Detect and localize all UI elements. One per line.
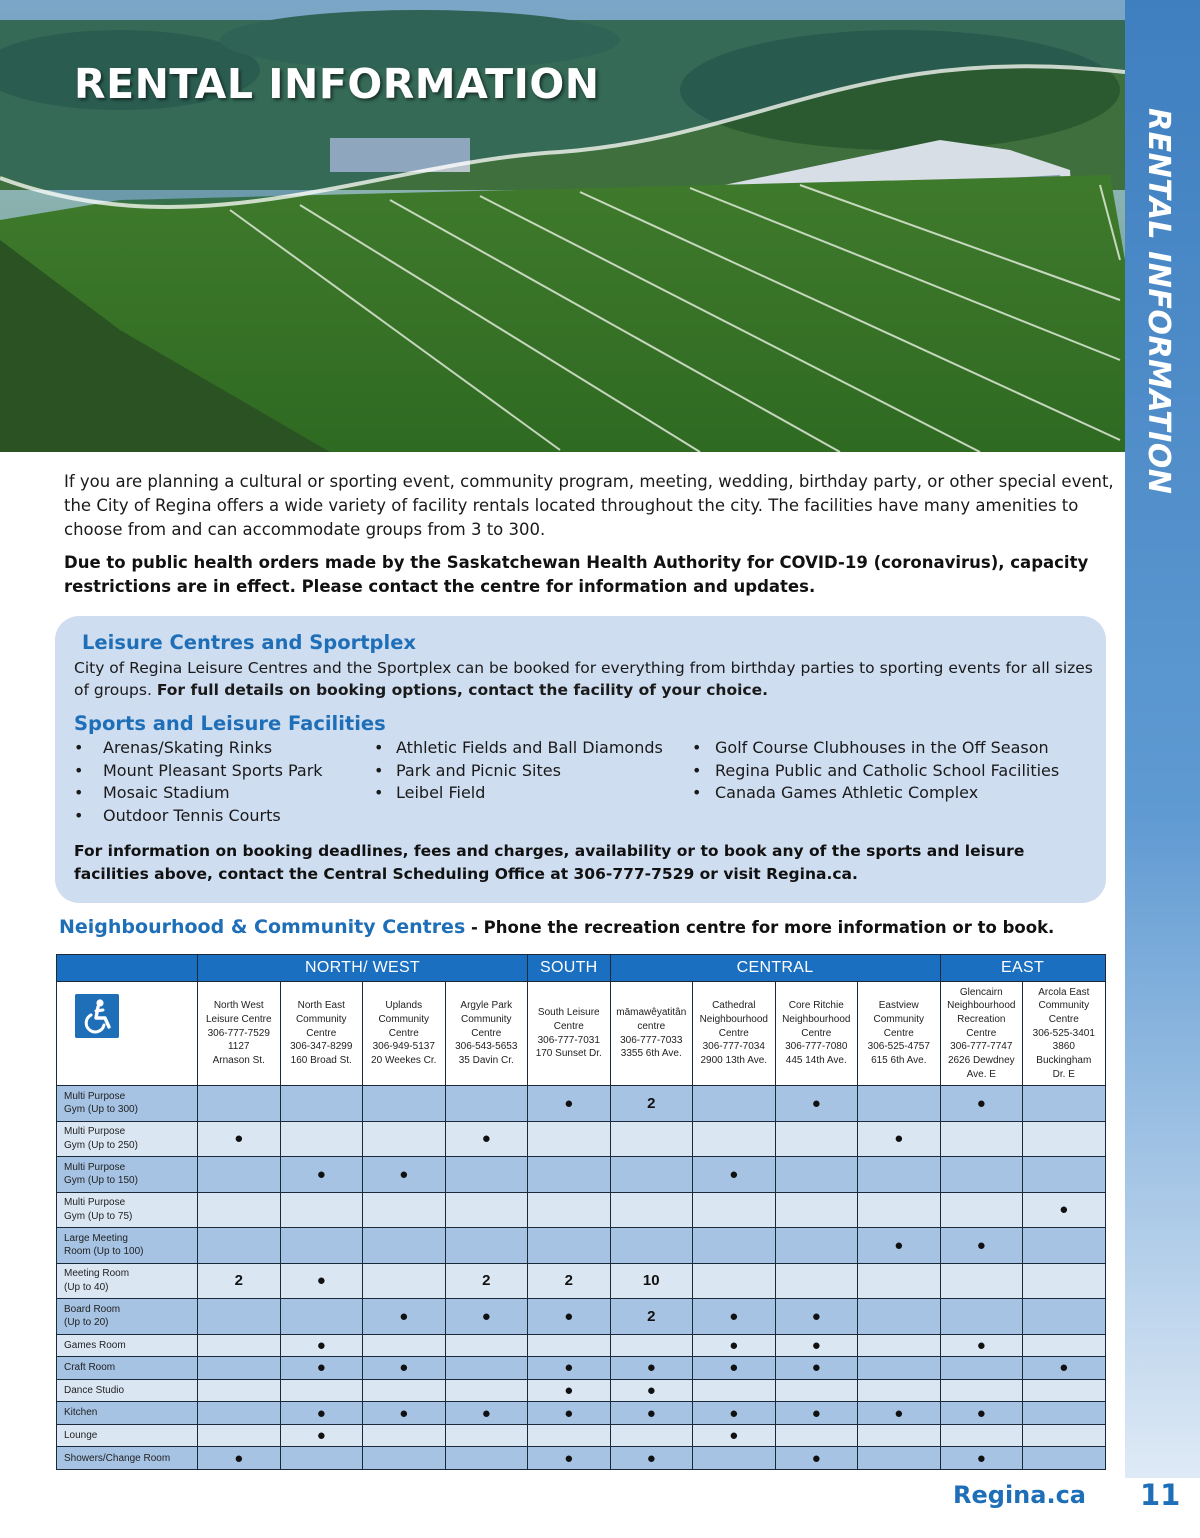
region-blank-cell: [57, 955, 198, 982]
empty-cell: [1023, 1157, 1106, 1193]
centre-info-line: North East: [297, 1000, 345, 1012]
table-row: [57, 1157, 1106, 1193]
availability-dot: ●: [280, 1157, 363, 1193]
empty-cell: [445, 1228, 528, 1264]
empty-cell: [610, 1192, 693, 1228]
empty-cell: [445, 1424, 528, 1447]
room-type-label-line: Showers/Change Room: [64, 1452, 171, 1464]
room-count: 2: [528, 1263, 611, 1299]
centre-info-line: Centre: [966, 1027, 997, 1039]
centre-info-line: Neighbourhood: [699, 1013, 768, 1025]
centre-info-line: 20 Weekes Cr.: [371, 1055, 437, 1067]
leisure-text: [74, 657, 1099, 701]
centre-info-line: 306-525-3401: [1032, 1027, 1095, 1039]
centre-info-line: 35 Davin Cr.: [458, 1055, 514, 1067]
empty-cell: [363, 1121, 446, 1157]
room-type-label-line: Meeting Room: [64, 1268, 130, 1280]
empty-cell: [198, 1334, 281, 1357]
empty-cell: [1023, 1086, 1106, 1122]
empty-cell: [693, 1121, 776, 1157]
centre-info-line: Buckingham: [1036, 1055, 1092, 1067]
availability-dot: ●: [528, 1357, 611, 1380]
empty-cell: [858, 1192, 941, 1228]
empty-cell: [693, 1192, 776, 1228]
centre-info-line: 306-777-7080: [785, 1041, 848, 1053]
centre-info-line: Recreation: [957, 1013, 1006, 1025]
room-count: 2: [610, 1299, 693, 1335]
leisure-text-main: City of Regina Leisure Centres and the Sportplex can be booked for everything from birthday parties to sporting events for all sizes of groups.: [74, 659, 1093, 699]
room-type-label-line: Room (Up to 100): [64, 1246, 144, 1258]
empty-cell: [528, 1334, 611, 1357]
empty-cell: [280, 1299, 363, 1335]
empty-cell: [1023, 1334, 1106, 1357]
empty-cell: [693, 1379, 776, 1402]
facilities-list-col3: [692, 737, 1059, 805]
availability-dot: ●: [280, 1424, 363, 1447]
facility-item: • Leibel Field: [374, 782, 663, 805]
availability-dot: ●: [858, 1402, 941, 1425]
availability-dot: ●: [693, 1299, 776, 1335]
facility-item: • Golf Course Clubhouses in the Off Season: [692, 737, 1059, 760]
centre-info: [445, 982, 528, 1086]
centre-info-line: Centre: [801, 1027, 832, 1039]
centre-info-row: [57, 982, 1106, 1086]
empty-cell: [940, 1424, 1023, 1447]
room-type-label-line: Board Room: [64, 1303, 121, 1315]
page-title: RENTAL INFORMATION: [74, 60, 600, 108]
empty-cell: [363, 1228, 446, 1264]
availability-dot: ●: [940, 1402, 1023, 1425]
centre-info-line: 2626 Dewdney: [947, 1055, 1015, 1067]
room-type-label-line: Gym (Up to 150): [64, 1175, 138, 1187]
empty-cell: [363, 1447, 446, 1470]
centre-info-line: 160 Broad St.: [290, 1055, 352, 1067]
centre-info-line: South Leisure: [537, 1007, 600, 1019]
centre-info-line: Leisure Centre: [205, 1013, 272, 1025]
room-type-label: [57, 1379, 198, 1402]
availability-dot: ●: [858, 1121, 941, 1157]
region-header-row: [57, 955, 1106, 982]
availability-dot: ●: [693, 1157, 776, 1193]
empty-cell: [775, 1121, 858, 1157]
centre-info-line: Glencairn: [959, 986, 1003, 998]
centre-info-line: Neighbourhood: [782, 1013, 851, 1025]
empty-cell: [363, 1086, 446, 1122]
empty-cell: [445, 1379, 528, 1402]
centre-info-line: 1127: [227, 1041, 250, 1053]
empty-cell: [445, 1086, 528, 1122]
empty-cell: [445, 1447, 528, 1470]
centre-info: [940, 982, 1023, 1086]
centre-info-line: 306-777-7034: [702, 1041, 765, 1053]
room-type-label-line: Multi Purpose: [64, 1126, 126, 1138]
centre-info-line: 306-777-7031: [537, 1034, 600, 1046]
room-type-label-line: Lounge: [64, 1429, 98, 1441]
empty-cell: [198, 1086, 281, 1122]
facility-item: • Mount Pleasant Sports Park: [74, 760, 323, 783]
availability-dot: ●: [280, 1263, 363, 1299]
room-type-label-line: Large Meeting: [64, 1232, 128, 1244]
availability-dot: ●: [363, 1299, 446, 1335]
centre-info-line: Core Ritchie: [788, 1000, 844, 1012]
centre-info-line: 306-949-5137: [372, 1041, 435, 1053]
empty-cell: [198, 1402, 281, 1425]
empty-cell: [363, 1379, 446, 1402]
empty-cell: [198, 1424, 281, 1447]
centre-info-line: Centre: [883, 1027, 914, 1039]
availability-dot: ●: [280, 1334, 363, 1357]
empty-cell: [198, 1192, 281, 1228]
table-row: [57, 1334, 1106, 1357]
availability-dot: ●: [858, 1228, 941, 1264]
availability-dot: ●: [1023, 1357, 1106, 1380]
empty-cell: [445, 1192, 528, 1228]
empty-cell: [940, 1157, 1023, 1193]
empty-cell: [1023, 1228, 1106, 1264]
empty-cell: [940, 1192, 1023, 1228]
table-row: [57, 1121, 1106, 1157]
centre-info-line: Arnason St.: [212, 1055, 265, 1067]
empty-cell: [940, 1121, 1023, 1157]
empty-cell: [1023, 1402, 1106, 1425]
availability-dot: ●: [775, 1357, 858, 1380]
availability-dot: ●: [940, 1334, 1023, 1357]
room-type-label-line: Multi Purpose: [64, 1197, 126, 1209]
neighbourhood-title: Neighbourhood & Community Centres: [59, 916, 466, 938]
empty-cell: [363, 1192, 446, 1228]
centre-info-line: Dr. E: [1052, 1068, 1075, 1080]
empty-cell: [858, 1379, 941, 1402]
room-type-label: [57, 1357, 198, 1380]
table-row: [57, 1192, 1106, 1228]
covid-notice: Due to public health orders made by the Saskatchewan Health Authority for COVID-19 (coronavirus), capacity restrictions are in effect. Please contact the centre for information and updates.: [64, 553, 1089, 596]
room-type-label: [57, 1402, 198, 1425]
availability-dot: ●: [1023, 1192, 1106, 1228]
centre-info-line: 445 14th Ave.: [785, 1055, 847, 1067]
facility-item: • Outdoor Tennis Courts: [74, 805, 323, 828]
empty-cell: [610, 1228, 693, 1264]
room-type-label-line: Gym (Up to 250): [64, 1139, 138, 1151]
centre-info-line: Community: [460, 1013, 512, 1025]
availability-dot: ●: [445, 1402, 528, 1425]
room-type-label: [57, 1299, 198, 1335]
centre-info-line: 2900 13th Ave.: [700, 1055, 768, 1067]
centre-info-line: Centre: [471, 1027, 502, 1039]
table-row: [57, 1379, 1106, 1402]
room-type-label-line: (Up to 20): [64, 1317, 109, 1329]
empty-cell: [693, 1228, 776, 1264]
empty-cell: [280, 1379, 363, 1402]
availability-dot: ●: [610, 1402, 693, 1425]
room-type-label: [57, 1263, 198, 1299]
availability-dot: ●: [528, 1299, 611, 1335]
centre-info-line: Centre: [306, 1027, 337, 1039]
availability-dot: ●: [693, 1357, 776, 1380]
empty-cell: [280, 1447, 363, 1470]
empty-cell: [693, 1447, 776, 1470]
centre-info: [775, 982, 858, 1086]
centre-info-line: Centre: [1048, 1013, 1079, 1025]
empty-cell: [940, 1357, 1023, 1380]
availability-dot: ●: [775, 1447, 858, 1470]
centre-info-line: North West: [213, 1000, 264, 1012]
empty-cell: [198, 1157, 281, 1193]
facilities-heading: Sports and Leisure Facilities: [74, 712, 386, 735]
centre-info-line: Centre: [388, 1027, 419, 1039]
centre-info-line: Centre: [553, 1020, 584, 1032]
availability-dot: ●: [363, 1357, 446, 1380]
centre-info-line: Community: [1038, 1000, 1090, 1012]
centre-info-line: Community: [873, 1013, 925, 1025]
rental-table: [56, 954, 1106, 1470]
empty-cell: [198, 1228, 281, 1264]
empty-cell: [775, 1157, 858, 1193]
availability-dot: ●: [528, 1447, 611, 1470]
centre-info: [363, 982, 446, 1086]
empty-cell: [693, 1263, 776, 1299]
availability-dot: ●: [693, 1424, 776, 1447]
empty-cell: [858, 1357, 941, 1380]
empty-cell: [610, 1121, 693, 1157]
facility-item: • Mosaic Stadium: [74, 782, 323, 805]
intro-text: If you are planning a cultural or sporting event, community program, meeting, wedding, birthday party, or other special event, the City of Regina offers a wide variety of facility rentals located throughout the city. The facilities have many amenities to choose from and can accommodate groups from 3 to 300.: [64, 472, 1114, 539]
table-body: [57, 1086, 1106, 1470]
empty-cell: [1023, 1424, 1106, 1447]
centre-info: [693, 982, 776, 1086]
room-type-label: [57, 1424, 198, 1447]
empty-cell: [610, 1334, 693, 1357]
region-header: NORTH/ WEST: [198, 955, 528, 982]
table-row: [57, 1086, 1106, 1122]
empty-cell: [1023, 1447, 1106, 1470]
neighbourhood-subtitle: Phone the recreation centre for more information or to book.: [483, 918, 1055, 937]
centre-info-line: 306-777-7747: [950, 1041, 1013, 1053]
empty-cell: [858, 1299, 941, 1335]
empty-cell: [858, 1334, 941, 1357]
empty-cell: [528, 1121, 611, 1157]
facility-item: • Regina Public and Catholic School Facilities: [692, 760, 1059, 783]
centre-info: [858, 982, 941, 1086]
table-row: [57, 1299, 1106, 1335]
table-row: [57, 1402, 1106, 1425]
centre-info-line: 3355 6th Ave.: [620, 1048, 682, 1060]
room-type-label-line: Kitchen: [64, 1407, 98, 1419]
availability-dot: ●: [445, 1121, 528, 1157]
availability-dot: ●: [775, 1086, 858, 1122]
room-count: 2: [198, 1263, 281, 1299]
availability-dot: ●: [693, 1402, 776, 1425]
availability-dot: ●: [528, 1379, 611, 1402]
availability-dot: ●: [775, 1334, 858, 1357]
region-header: SOUTH: [528, 955, 611, 982]
empty-cell: [445, 1334, 528, 1357]
centre-info-line: Neighbourhood: [947, 1000, 1016, 1012]
empty-cell: [445, 1357, 528, 1380]
empty-cell: [1023, 1379, 1106, 1402]
facilities-list-col1: [74, 737, 323, 827]
room-type-label: [57, 1121, 198, 1157]
centre-info: [528, 982, 611, 1086]
room-type-label-line: Gym (Up to 75): [64, 1210, 133, 1222]
website-link[interactable]: Regina.ca: [953, 1481, 1086, 1509]
facilities-list-col2: [374, 737, 663, 805]
centre-info-line: Uplands: [385, 1000, 423, 1012]
centre-info-line: centre: [637, 1020, 666, 1032]
centre-info-line: 306-777-7529: [207, 1027, 270, 1039]
room-type-label: [57, 1228, 198, 1264]
availability-dot: ●: [610, 1357, 693, 1380]
availability-dot: ●: [693, 1334, 776, 1357]
availability-dot: ●: [775, 1299, 858, 1335]
centre-info: [1023, 982, 1106, 1086]
room-type-label: [57, 1086, 198, 1122]
icon-cell: [57, 982, 198, 1086]
accessibility-icon: [75, 994, 119, 1038]
empty-cell: [280, 1121, 363, 1157]
empty-cell: [528, 1424, 611, 1447]
centre-info-line: 306-525-4757: [867, 1041, 930, 1053]
availability-dot: ●: [528, 1086, 611, 1122]
booking-info: For information on booking deadlines, fees and charges, availability or to book any of the sports and leisure facilities above, contact the Central Scheduling Office at 306-777-7529 or visit Regina.ca.: [74, 842, 1025, 883]
empty-cell: [445, 1157, 528, 1193]
availability-dot: ●: [198, 1121, 281, 1157]
availability-dot: ●: [610, 1447, 693, 1470]
centre-info-line: Arcola East: [1038, 986, 1090, 998]
empty-cell: [858, 1086, 941, 1122]
empty-cell: [198, 1357, 281, 1380]
centre-info-line: 306-347-8299: [290, 1041, 353, 1053]
empty-cell: [940, 1379, 1023, 1402]
centre-info-line: Community: [295, 1013, 347, 1025]
empty-cell: [858, 1424, 941, 1447]
empty-cell: [363, 1263, 446, 1299]
empty-cell: [775, 1192, 858, 1228]
availability-dot: ●: [363, 1157, 446, 1193]
centre-info-line: 306-777-7033: [620, 1034, 683, 1046]
empty-cell: [610, 1424, 693, 1447]
region-header: EAST: [940, 955, 1105, 982]
room-type-label: [57, 1157, 198, 1193]
empty-cell: [775, 1228, 858, 1264]
centre-info-line: Ave. E: [966, 1068, 996, 1080]
facility-item: • Park and Picnic Sites: [374, 760, 663, 783]
empty-cell: [528, 1157, 611, 1193]
availability-dot: ●: [280, 1357, 363, 1380]
centre-info-line: Argyle Park: [460, 1000, 513, 1012]
region-header: CENTRAL: [610, 955, 940, 982]
centre-info-line: 306-543-5653: [455, 1041, 518, 1053]
empty-cell: [693, 1086, 776, 1122]
empty-cell: [858, 1157, 941, 1193]
centre-info: [280, 982, 363, 1086]
neighbourhood-heading: [59, 916, 1054, 938]
centre-info-line: 170 Sunset Dr.: [535, 1048, 602, 1060]
centre-info-line: Centre: [718, 1027, 749, 1039]
availability-dot: ●: [445, 1299, 528, 1335]
table-row: [57, 1357, 1106, 1380]
empty-cell: [1023, 1263, 1106, 1299]
availability-dot: ●: [280, 1402, 363, 1425]
availability-dot: ●: [363, 1402, 446, 1425]
centre-info-line: Eastview: [878, 1000, 919, 1012]
availability-dot: ●: [198, 1447, 281, 1470]
table-row: [57, 1263, 1106, 1299]
room-type-label: [57, 1192, 198, 1228]
availability-dot: ●: [528, 1402, 611, 1425]
empty-cell: [1023, 1299, 1106, 1335]
facility-item: • Athletic Fields and Ball Diamonds: [374, 737, 663, 760]
empty-cell: [775, 1263, 858, 1299]
facility-item: • Arenas/Skating Rinks: [74, 737, 323, 760]
availability-dot: ●: [775, 1402, 858, 1425]
room-type-label-line: Games Room: [64, 1339, 126, 1351]
empty-cell: [363, 1334, 446, 1357]
room-type-label-line: Craft Room: [64, 1362, 116, 1374]
centre-info: [198, 982, 281, 1086]
empty-cell: [1023, 1121, 1106, 1157]
centre-info-line: 3860: [1052, 1041, 1075, 1053]
page-number: 11: [1140, 1478, 1181, 1512]
empty-cell: [280, 1192, 363, 1228]
table-row: [57, 1228, 1106, 1264]
empty-cell: [775, 1379, 858, 1402]
empty-cell: [198, 1299, 281, 1335]
empty-cell: [363, 1424, 446, 1447]
empty-cell: [280, 1086, 363, 1122]
empty-cell: [858, 1263, 941, 1299]
room-type-label-line: Gym (Up to 300): [64, 1104, 138, 1116]
room-type-label: [57, 1447, 198, 1470]
room-type-label-line: Multi Purpose: [64, 1090, 126, 1102]
availability-dot: ●: [940, 1447, 1023, 1470]
leisure-heading: Leisure Centres and Sportplex: [82, 631, 417, 654]
empty-cell: [528, 1192, 611, 1228]
availability-dot: ●: [940, 1228, 1023, 1264]
room-type-label-line: (Up to 40): [64, 1281, 109, 1293]
centre-info-line: Community: [378, 1013, 430, 1025]
room-count: 2: [445, 1263, 528, 1299]
room-type-label-line: Multi Purpose: [64, 1161, 126, 1173]
empty-cell: [610, 1157, 693, 1193]
centre-info: [610, 982, 693, 1086]
empty-cell: [940, 1263, 1023, 1299]
centre-info-line: 615 6th Ave.: [871, 1055, 927, 1067]
availability-dot: ●: [610, 1379, 693, 1402]
room-count: 10: [610, 1263, 693, 1299]
table-row: [57, 1447, 1106, 1470]
empty-cell: [198, 1379, 281, 1402]
availability-dot: ●: [940, 1086, 1023, 1122]
centre-info-line: māmawêyatitân: [616, 1007, 687, 1019]
heading-separator: -: [465, 918, 484, 937]
side-title: RENTAL INFORMATION: [1141, 108, 1176, 495]
table-row: [57, 1424, 1106, 1447]
facility-item: • Canada Games Athletic Complex: [692, 782, 1059, 805]
empty-cell: [528, 1228, 611, 1264]
room-type-label-line: Dance Studio: [64, 1384, 125, 1396]
room-count: 2: [610, 1086, 693, 1122]
empty-cell: [858, 1447, 941, 1470]
empty-cell: [940, 1299, 1023, 1335]
leisure-text-bold: For full details on booking options, contact the facility of your choice.: [156, 681, 768, 699]
empty-cell: [280, 1228, 363, 1264]
centre-info-line: Cathedral: [712, 1000, 756, 1012]
room-type-label: [57, 1334, 198, 1357]
empty-cell: [775, 1424, 858, 1447]
